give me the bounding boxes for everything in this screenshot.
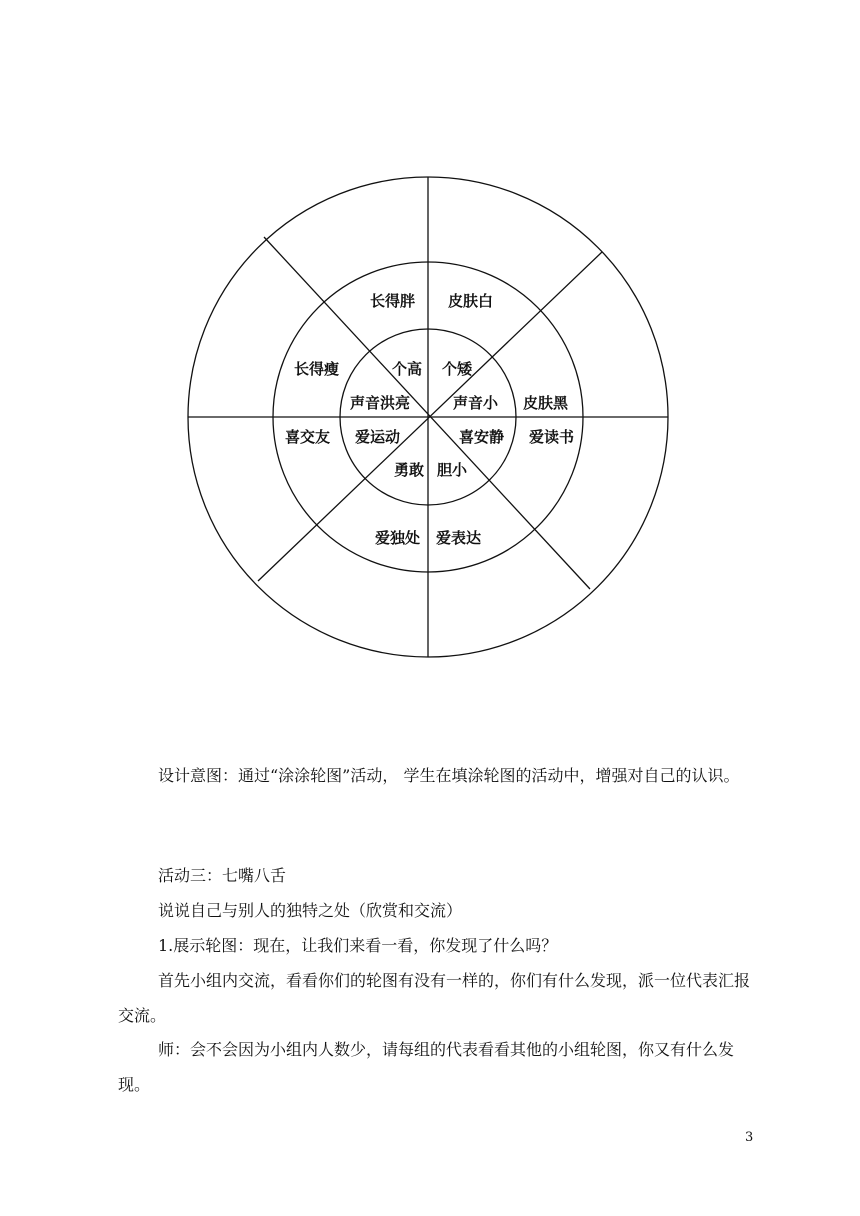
page-number: 3 <box>745 1130 754 1145</box>
label-soft-voice: 声音小 <box>453 394 499 412</box>
label-fair-skin: 皮肤白 <box>448 292 494 310</box>
label-thin: 长得瘦 <box>294 360 340 378</box>
label-loud-voice: 声音洪亮 <box>350 394 411 412</box>
label-reading: 爱读书 <box>529 428 575 446</box>
label-quiet: 喜安静 <box>459 428 505 446</box>
label-fat: 长得胖 <box>370 292 416 310</box>
label-short: 个矮 <box>442 360 473 378</box>
label-tall: 个高 <box>392 360 423 378</box>
group-discussion-paragraph: 首先小组内交流，看看你们的轮图有没有一样的，你们有什么发现，派一位代表汇报交流。 <box>118 971 751 1025</box>
design-intent-paragraph: 设计意图：通过“涂涂轮图”活动， 学生在填涂轮图的活动中，增强对自己的认识。 <box>158 766 740 785</box>
activity-subtitle: 说说自己与别人的独特之处（欣赏和交流） <box>158 901 463 920</box>
label-timid: 胆小 <box>437 461 468 479</box>
step-1: 1.展示轮图：现在，让我们来看一看，你发现了什么吗？ <box>158 936 558 955</box>
label-brave: 勇敢 <box>394 461 425 479</box>
spoke-diagonal-a <box>264 237 590 589</box>
activity-title: 活动三：七嘴八舌 <box>158 866 287 885</box>
label-dark-skin: 皮肤黑 <box>523 394 569 412</box>
teacher-paragraph: 师：会不会因为小组内人数少，请每组的代表看看其他的小组轮图，你又有什么发现。 <box>118 1040 735 1094</box>
label-solitude: 爱独处 <box>375 529 421 547</box>
label-sporty: 爱运动 <box>355 428 401 446</box>
label-sociable: 喜交友 <box>285 428 331 446</box>
label-expressive: 爱表达 <box>436 529 482 547</box>
